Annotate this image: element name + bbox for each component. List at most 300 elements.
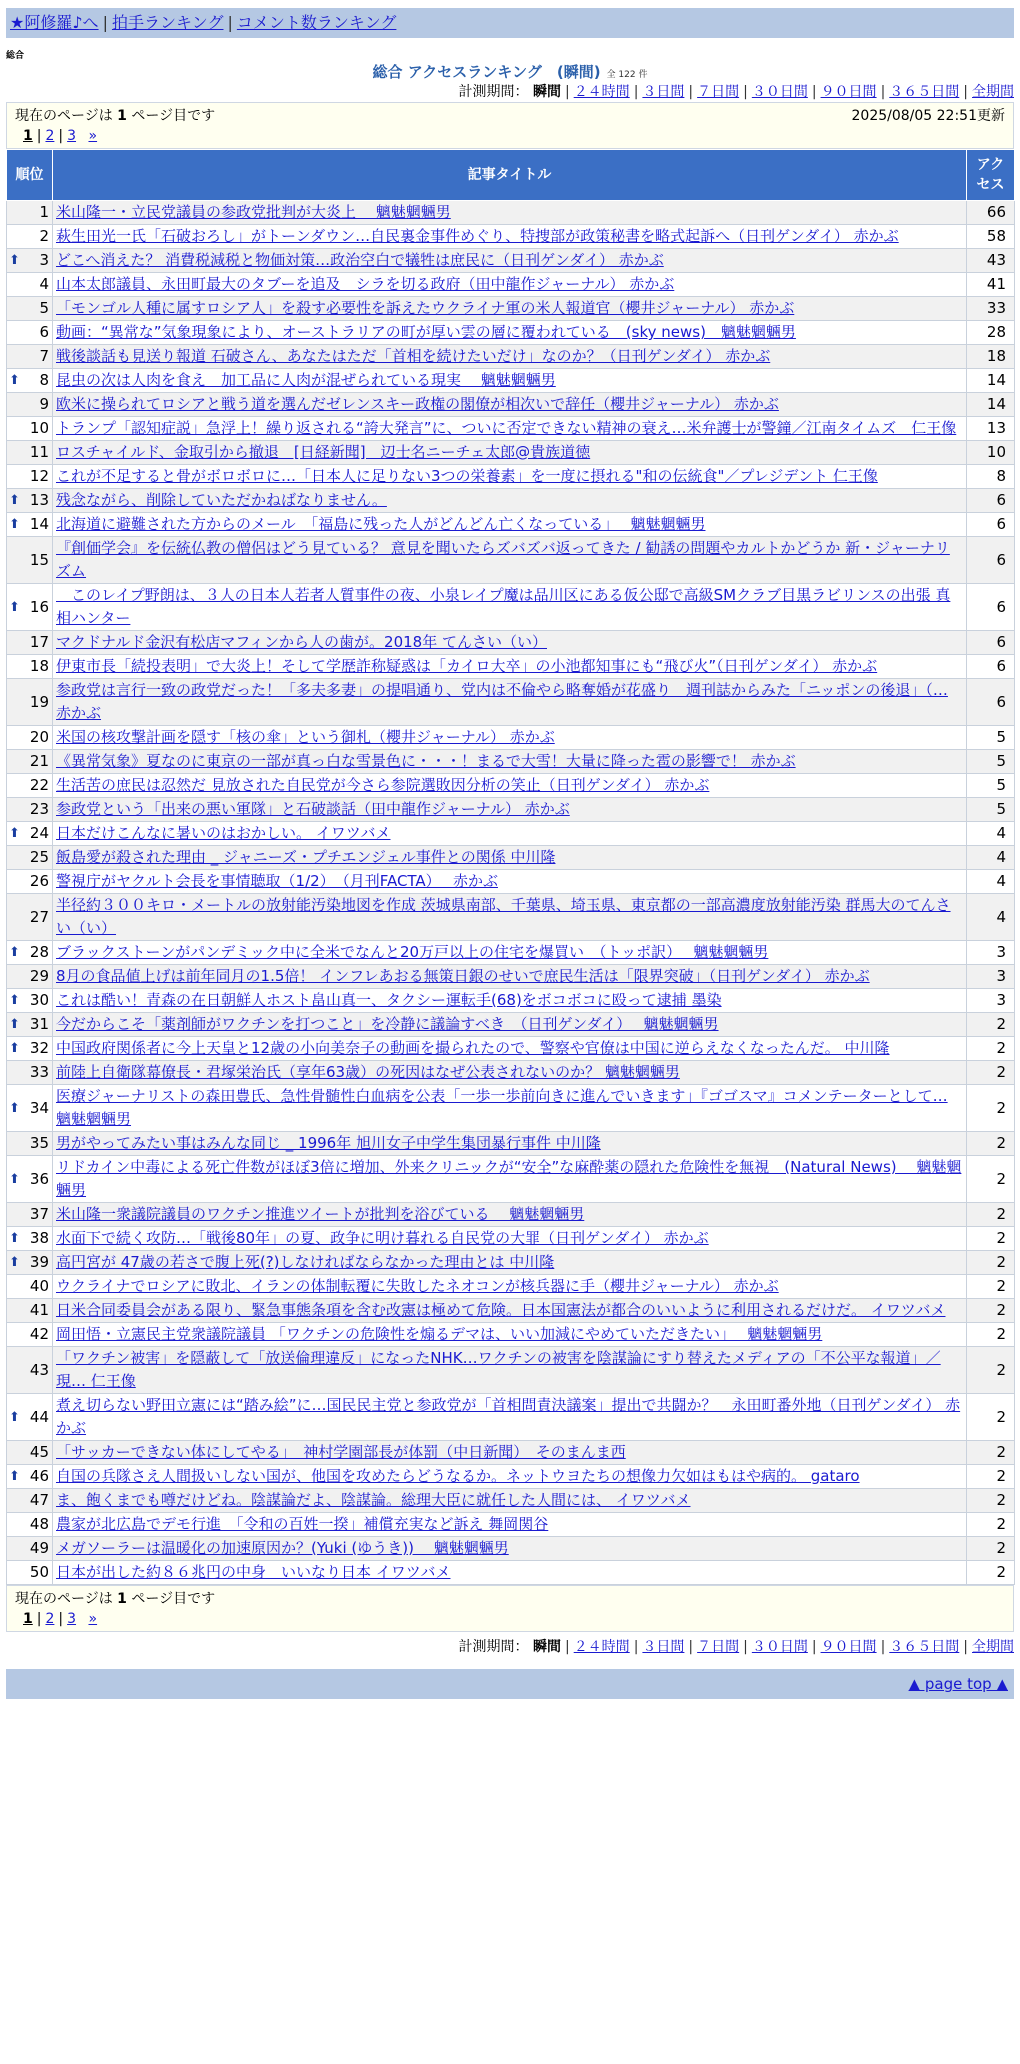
rank-cell [7, 1156, 53, 1203]
rank-number: 11 [29, 443, 49, 461]
access-count: 4 [967, 822, 1015, 846]
access-count: 33 [967, 297, 1015, 321]
rank-number: 47 [29, 1491, 49, 1509]
article-title-link[interactable]: 欧米に操られてロシアと戦う道を選んだゼレンスキー政権の閣僚が相次いで辞任（櫻井ジャーナル） 赤かぶ [56, 395, 779, 413]
rank-cell [7, 1561, 53, 1585]
article-title-link[interactable]: 岡田悟・立憲民主党衆議院議員 「ワクチンの危険性を煽るデマは、いい加減にやめていただきたい」 魑魅魍魎男 [56, 1325, 823, 1343]
access-count: 5 [967, 726, 1015, 750]
table-row [7, 1441, 1015, 1465]
article-title-link[interactable]: 日米合同委員会がある限り、緊急事態条項を含む改憲は極めて危険。日本国憲法が都合のいいように利用されるだけだ。 イワツバメ [56, 1301, 946, 1319]
period-3d-link[interactable]: ３日間 [642, 1639, 685, 1655]
period-all-link[interactable]: 全期間 [972, 1639, 1014, 1655]
up-arrow-icon: ⬆ [9, 826, 20, 841]
rank-number: 24 [29, 824, 49, 842]
up-arrow-icon: ⬆ [9, 1255, 20, 1270]
article-title-link[interactable]: トランプ「認知症説」急浮上！繰り返される“誇大発言”に、ついに否定できない精神の衰え…米弁護士が警鐘／江南タイムズ 仁王像 [56, 419, 957, 437]
title-cell [53, 655, 967, 679]
rank-number: 46 [29, 1467, 49, 1485]
table-row [7, 989, 1015, 1013]
next-page-link[interactable]: » [88, 1611, 98, 1627]
article-title-link[interactable]: 今だからこそ「薬剤師がワクチンを打つこと」を冷静に議論すべき （日刊ゲンダイ） 魑魅魍魎男 [56, 1015, 719, 1033]
rank-cell [7, 1513, 53, 1537]
title-cell [53, 1203, 967, 1227]
article-title-link[interactable]: これは酷い！青森の在日朝鮮人ホスト畠山真一、タクシー運転手(68)をボコボコに殴って逮捕 墨染 [56, 991, 722, 1009]
article-title-link[interactable]: ま、飽くまでも噂だけどね。陰謀論だよ、陰謀論。総理大臣に就任した人間には、 イワツバメ [56, 1491, 691, 1509]
table-row [7, 1323, 1015, 1347]
access-count: 2 [967, 1323, 1015, 1347]
rank-cell [7, 1299, 53, 1323]
rank-number: 22 [29, 776, 49, 794]
table-row [7, 774, 1015, 798]
table-row [7, 369, 1015, 393]
rank-number: 2 [39, 227, 49, 245]
access-count: 2 [967, 1037, 1015, 1061]
access-count: 6 [967, 655, 1015, 679]
access-count: 2 [967, 1394, 1015, 1441]
table-row [7, 1227, 1015, 1251]
access-count: 4 [967, 870, 1015, 894]
article-title-link[interactable]: 伊東市長「続投表明」で大炎上！そして学歴詐称疑惑は「カイロ大卒」の小池都知事にも“飛び火”（日刊ゲンダイ） 赤かぶ [56, 657, 878, 675]
access-count: 3 [967, 941, 1015, 965]
table-row [7, 1085, 1015, 1132]
rank-cell [7, 1132, 53, 1156]
article-title-link[interactable]: 水面下で続く攻防…「戦後80年」の夏、政争に明け暮れる自民党の大罪（日刊ゲンダイ） 赤かぶ [56, 1229, 709, 1247]
access-count: 2 [967, 1085, 1015, 1132]
total-count: 全 122 件 [606, 70, 648, 80]
article-title-link[interactable]: 前陸上自衛隊幕僚長・君塚栄治氏（享年63歳）の死因はなぜ公表されないのか？ 魑魅魍魎男 [56, 1063, 680, 1081]
article-title-link[interactable]: 《異常気象》夏なのに東京の一部が真っ白な雪景色に・・・！まるで大雪！大量に降った雹の影響で！ 赤かぶ [56, 752, 796, 770]
title-cell [53, 798, 967, 822]
rank-number: 33 [29, 1063, 49, 1081]
rank-cell [7, 489, 53, 513]
access-count: 2 [967, 1561, 1015, 1585]
title-cell [53, 1061, 967, 1085]
period-24h-link[interactable]: ２４時間 [573, 1639, 630, 1655]
access-count: 2 [967, 1156, 1015, 1203]
rank-cell [7, 537, 53, 584]
rank-cell [7, 369, 53, 393]
article-title-link[interactable]: 動画：“異常な”気象現象により、オーストラリアの町が厚い雲の層に覆われている (sky news) 魑魅魍魎男 [56, 323, 796, 341]
rank-number: 40 [29, 1277, 49, 1295]
article-title-link[interactable]: 高円宮が 47歳の若さで腹上死(?)しなければならなかった理由とは 中川隆 [56, 1253, 555, 1271]
access-count: 10 [967, 441, 1015, 465]
access-count: 6 [967, 584, 1015, 631]
title-cell [53, 1347, 967, 1394]
table-row [7, 798, 1015, 822]
article-title-link[interactable]: このレイプ野朗は、３人の日本人若者人質事件の夜、小泉レイプ魔は品川区にある仮公邸で高級SMクラブ目黒ラビリンスの出張 真相ハンター [56, 586, 951, 627]
rank-cell [7, 822, 53, 846]
rank-cell [7, 846, 53, 870]
home-link[interactable]: ★阿修羅♪へ [10, 13, 99, 32]
access-count: 2 [967, 1299, 1015, 1323]
table-row [7, 441, 1015, 465]
rank-number: 3 [39, 251, 49, 269]
table-row [7, 1561, 1015, 1585]
period-90d-link[interactable]: ９０日間 [820, 84, 877, 100]
title-cell [53, 750, 967, 774]
table-row [7, 1465, 1015, 1489]
table-row [7, 1489, 1015, 1513]
period-7d-link[interactable]: ７日間 [697, 1639, 740, 1655]
rank-number: 19 [29, 692, 49, 711]
article-title-link[interactable]: 半径約３００キロ・メートルの放射能汚染地図を作成 茨城県南部、千葉県、埼玉県、東京都の一部高濃度放射能汚染 群馬大のてんさい（い） [56, 896, 951, 937]
title-cell [53, 321, 967, 345]
article-title-link[interactable]: マクドナルド金沢有松店マフィンから人の歯が。2018年 てんさい（い） [56, 633, 547, 651]
title-cell [53, 1323, 967, 1347]
table-row [7, 941, 1015, 965]
rank-number: 48 [29, 1515, 49, 1533]
rank-cell [7, 774, 53, 798]
access-count: 43 [967, 249, 1015, 273]
rank-number: 4 [39, 275, 49, 293]
period-current: 瞬間 [532, 1639, 561, 1655]
article-title-link[interactable]: ロスチャイルド、金取引から撤退 [日経新聞] 辺士名ニーチェ太郎@貴族道徳 [56, 443, 591, 461]
title-cell [53, 1465, 967, 1489]
period-30d-link[interactable]: ３０日間 [751, 1639, 808, 1655]
current-page: 1 [23, 1611, 33, 1627]
title-cell [53, 870, 967, 894]
access-count: 3 [967, 989, 1015, 1013]
rank-cell [7, 345, 53, 369]
page-2-link[interactable]: 2 [45, 1611, 55, 1627]
rank-cell [7, 750, 53, 774]
article-title-link[interactable]: 生活苦の庶民は忍然だ 見放された自民党が今さら参院選敗因分析の笑止（日刊ゲンダイ） 赤かぶ [56, 776, 710, 794]
article-title-link[interactable]: 米国の核攻撃計画を隠す「核の傘」という御札（櫻井ジャーナル） 赤かぶ [56, 728, 555, 746]
comment-ranking-link[interactable]: コメント数ランキング [236, 13, 397, 32]
rank-cell [7, 1323, 53, 1347]
title-column-header: 記事タイトル [53, 150, 967, 201]
access-count: 2 [967, 1513, 1015, 1537]
table-row [7, 465, 1015, 489]
table-row [7, 1061, 1015, 1085]
page-3-link[interactable]: 3 [67, 128, 77, 144]
pager-top: 現在のページは 1 ページ目です 2025/08/05 22:51更新 1 | 2 | 3 » [6, 102, 1014, 149]
table-row [7, 870, 1015, 894]
rank-cell [7, 798, 53, 822]
article-title-link[interactable]: これが不足すると骨がボロボロに…「日本人に足りない3つの栄養素」を一度に摂れる"和の伝統食"／プレジデント 仁王像 [56, 467, 878, 485]
access-count: 2 [967, 1203, 1015, 1227]
article-title-link[interactable]: 「モンゴル人種に属すロシア人」を殺す必要性を訴えたウクライナ軍の米人報道官（櫻井ジャーナル） 赤かぶ [56, 299, 795, 317]
table-row [7, 489, 1015, 513]
article-title-link[interactable]: 昆虫の次は人肉を食え 加工品に人肉が混ぜられている現実 魑魅魍魎男 [56, 371, 556, 389]
rank-cell [7, 631, 53, 655]
access-count: 2 [967, 1132, 1015, 1156]
title-cell [53, 822, 967, 846]
access-count: 14 [967, 369, 1015, 393]
title-cell [53, 584, 967, 631]
access-count: 5 [967, 798, 1015, 822]
rank-number: 36 [29, 1169, 49, 1188]
article-title-link[interactable]: 医療ジャーナリストの森田豊氏、急性骨髄性白血病を公表「一歩一歩前向きに進んでいきます」『ゴゴスマ』コメンテーターとして… 魑魅魍魎男 [56, 1087, 948, 1128]
access-count: 41 [967, 273, 1015, 297]
rank-cell [7, 417, 53, 441]
rank-number: 25 [29, 848, 49, 866]
access-count: 2 [967, 1275, 1015, 1299]
title-cell [53, 846, 967, 870]
table-row [7, 1299, 1015, 1323]
title-cell [53, 679, 967, 726]
period-current: 瞬間 [532, 84, 561, 100]
period-selector-top: 計測期間： 瞬間 | ２４時間 | ３日間 | ７日間 | ３０日間 | ９０日間 | ３６５日間 | 全期間 [458, 84, 1014, 100]
rank-cell [7, 1441, 53, 1465]
table-row [7, 393, 1015, 417]
rank-cell [7, 941, 53, 965]
article-title-link[interactable]: リドカイン中毒による死亡件数がほぼ3倍に増加、外来クリニックが“安全”な麻酔薬の隠れた危険性を無視 (Natural News) 魑魅魍魎男 [56, 1158, 962, 1199]
up-arrow-icon: ⬆ [9, 1100, 20, 1116]
rank-cell [7, 249, 53, 273]
period-30d-link[interactable]: ３０日間 [751, 84, 808, 100]
rank-cell [7, 393, 53, 417]
table-row [7, 655, 1015, 679]
table-row [7, 1013, 1015, 1037]
up-arrow-icon: ⬆ [9, 1171, 20, 1187]
article-title-link[interactable]: 米山隆一衆議院議員のワクチン推進ツイートが批判を浴びている 魑魅魍魎男 [56, 1205, 585, 1223]
ranking-heading [6, 62, 1014, 82]
article-title-link[interactable]: 自国の兵隊さえ人間扱いしない国が、他国を攻めたらどうなるか。ネットウヨたちの想像力欠如はもはや病的。 gataro [56, 1467, 860, 1485]
rank-cell [7, 321, 53, 345]
rank-number: 10 [29, 419, 49, 437]
rank-cell [7, 1203, 53, 1227]
rank-cell [7, 1061, 53, 1085]
next-page-link[interactable]: » [88, 128, 98, 144]
page-2-link[interactable]: 2 [45, 128, 55, 144]
rank-number: 7 [39, 347, 49, 365]
rank-cell [7, 297, 53, 321]
title-cell [53, 225, 967, 249]
rank-cell [7, 1085, 53, 1132]
rank-number: 42 [29, 1325, 49, 1343]
page-title: 総合 アクセスランキング (瞬間) [372, 63, 601, 81]
article-title-link[interactable]: メガソーラーは温暖化の加速原因か？(Yuki (ゆうき)) 魑魅魍魎男 [56, 1539, 509, 1557]
article-title-link[interactable]: 「サッカーできない体にしてやる」 神村学園部長が体罰（中日新聞） そのまんま西 [56, 1443, 626, 1461]
table-row [7, 679, 1015, 726]
article-title-link[interactable]: 男がやってみたい事はみんな同じ _ 1996年 旭川女子中学生集団暴行事件 中川隆 [56, 1134, 601, 1152]
title-cell [53, 1251, 967, 1275]
table-row [7, 1537, 1015, 1561]
rank-number: 13 [29, 491, 49, 509]
article-title-link[interactable]: 日本だけこんなに暑いのはおかしい。 イワツバメ [56, 824, 391, 842]
title-cell [53, 894, 967, 941]
article-title-link[interactable]: 「ワクチン被害」を隠蔽して「放送倫理違反」になったNHK…ワクチンの被害を陰謀論にすり替えたメディアの「不公平な報道」／現… 仁王像 [56, 1349, 941, 1390]
title-cell [53, 489, 967, 513]
period-all-link[interactable]: 全期間 [972, 84, 1014, 100]
rank-number: 9 [39, 395, 49, 413]
access-count: 6 [967, 679, 1015, 726]
rank-number: 43 [29, 1360, 49, 1379]
access-count: 2 [967, 1465, 1015, 1489]
rank-number: 38 [29, 1229, 49, 1247]
rank-number: 20 [29, 728, 49, 746]
period-label: 計測期間： [458, 84, 529, 100]
rank-cell [7, 1227, 53, 1251]
article-title-link[interactable]: ブラックストーンがパンデミック中に全米でなんと20万戸以上の住宅を爆買い （トッポ訳） 魑魅魍魎男 [56, 943, 769, 961]
period-7d-link[interactable]: ７日間 [697, 84, 740, 100]
title-cell [53, 1013, 967, 1037]
table-row [7, 726, 1015, 750]
rank-cell [7, 225, 53, 249]
table-row [7, 750, 1015, 774]
up-arrow-icon: ⬆ [9, 517, 20, 532]
article-title-link[interactable]: 8月の食品値上げは前年同月の1.5倍！ インフレあおる無策日銀のせいで庶民生活は「限界突破」（日刊ゲンダイ） 赤かぶ [56, 967, 870, 985]
title-cell [53, 1299, 967, 1323]
title-cell [53, 941, 967, 965]
access-count: 6 [967, 631, 1015, 655]
article-title-link[interactable]: 中国政府関係者に今上天皇と12歳の小向美奈子の動画を撮られたので、警察や官僚は中国に逆らえなくなったんだ。 中川隆 [56, 1039, 890, 1057]
rank-cell [7, 513, 53, 537]
article-title-link[interactable]: 『創価学会』を伝統仏教の僧侶はどう見ている？ 意見を聞いたらズバズバ返ってきた / 勧誘の問題やカルトかどうか 新・ジャーナリズム [56, 539, 950, 580]
top-navigation [6, 8, 1014, 38]
ranking-table [6, 149, 1015, 1585]
table-row [7, 1347, 1015, 1394]
title-cell [53, 1156, 967, 1203]
title-cell [53, 726, 967, 750]
rank-number: 31 [29, 1015, 49, 1033]
title-cell [53, 989, 967, 1013]
rank-number: 15 [29, 550, 49, 569]
access-count: 14 [967, 393, 1015, 417]
nav-separator: | [227, 13, 233, 32]
table-row [7, 1156, 1015, 1203]
page-top-link[interactable]: ▲ page top ▲ [908, 1675, 1008, 1693]
table-row [7, 1132, 1015, 1156]
title-cell [53, 537, 967, 584]
access-count: 5 [967, 774, 1015, 798]
table-row [7, 1394, 1015, 1441]
title-cell [53, 513, 967, 537]
table-row [7, 1251, 1015, 1275]
rank-cell [7, 1394, 53, 1441]
up-arrow-icon: ⬆ [9, 945, 20, 960]
title-cell [53, 1037, 967, 1061]
title-cell [53, 273, 967, 297]
period-90d-link[interactable]: ９０日間 [820, 1639, 877, 1655]
period-24h-link[interactable]: ２４時間 [573, 84, 630, 100]
table-row [7, 1275, 1015, 1299]
up-arrow-icon: ⬆ [9, 1017, 20, 1032]
footer-bar [6, 1669, 1014, 1699]
article-title-link[interactable]: 参政党という「出来の悪い軍隊」と石破談話（田中龍作ジャーナル） 赤かぶ [56, 800, 570, 818]
access-count: 58 [967, 225, 1015, 249]
article-title-link[interactable]: 北海道に避難された方からのメール 「福島に残った人がどんどん亡くなっている」 魑魅魍魎男 [56, 515, 706, 533]
title-cell [53, 249, 967, 273]
title-cell [53, 1489, 967, 1513]
table-row [7, 1037, 1015, 1061]
table-row [7, 631, 1015, 655]
ranking-table-body [7, 201, 1015, 1585]
table-row [7, 321, 1015, 345]
table-row [7, 225, 1015, 249]
title-cell [53, 297, 967, 321]
rank-cell [7, 441, 53, 465]
article-title-link[interactable]: 萩生田光一氏「石破おろし」がトーンダウン…自民裏金事件めぐり、特捜部が政策秘書を略式起訴へ（日刊ゲンダイ） 赤かぶ [56, 227, 899, 245]
rank-cell [7, 1347, 53, 1394]
rank-number: 21 [29, 752, 49, 770]
access-count: 6 [967, 513, 1015, 537]
article-title-link[interactable]: 日本が出した約８６兆円の中身 いいなり日本 イワツバメ [56, 1563, 451, 1581]
article-title-link[interactable]: 警視庁がヤクルト会長を事情聴取（1/2） （月刊FACTA） 赤かぶ [56, 872, 498, 890]
up-arrow-icon: ⬆ [9, 373, 20, 388]
rank-number: 17 [29, 633, 49, 651]
article-title-link[interactable]: 参政党は言行一致の政党だった！「多夫多妻」の提唱通り、党内は不倫やら略奪婚が花盛り 週刊誌からみた「ニッポンの後退」（… 赤かぶ [56, 681, 948, 722]
period-365d-link[interactable]: ３６５日間 [889, 84, 960, 100]
access-count: 6 [967, 489, 1015, 513]
period-365d-link[interactable]: ３６５日間 [889, 1639, 960, 1655]
access-column-header: アクセス [967, 150, 1015, 201]
title-cell [53, 369, 967, 393]
table-row [7, 584, 1015, 631]
article-title-link[interactable]: どこへ消えた？ 消費税減税と物価対策…政治空白で犠牲は庶民に（日刊ゲンダイ） 赤かぶ [56, 251, 664, 269]
up-arrow-icon: ⬆ [9, 1041, 20, 1056]
table-row [7, 537, 1015, 584]
rank-cell [7, 1013, 53, 1037]
table-row [7, 273, 1015, 297]
article-title-link[interactable]: ウクライナでロシアに敗北、イランの体制転覆に失敗したネオコンが核兵器に手（櫻井ジャーナル） 赤かぶ [56, 1277, 779, 1295]
title-cell [53, 345, 967, 369]
up-arrow-icon: ⬆ [9, 1231, 20, 1246]
access-count: 6 [967, 537, 1015, 584]
title-cell [53, 441, 967, 465]
rank-cell [7, 1251, 53, 1275]
rank-cell [7, 201, 53, 225]
up-arrow-icon: ⬆ [9, 1469, 20, 1484]
article-title-link[interactable]: 飯島愛が殺された理由 _ ジャニーズ・プチエンジェル事件との関係 中川隆 [56, 848, 556, 866]
title-cell [53, 417, 967, 441]
period-3d-link[interactable]: ３日間 [642, 84, 685, 100]
up-arrow-icon: ⬆ [9, 599, 20, 615]
article-title-link[interactable]: 山本太郎議員、永田町最大のタブーを追及 シラを切る政府（田中龍作ジャーナル） 赤かぶ [56, 275, 675, 293]
title-cell [53, 1441, 967, 1465]
title-cell [53, 1227, 967, 1251]
rank-cell [7, 1275, 53, 1299]
table-row [7, 201, 1015, 225]
rank-number: 28 [29, 943, 49, 961]
rank-cell [7, 679, 53, 726]
rank-number: 8 [39, 371, 49, 389]
updated-timestamp: 2025/08/05 22:51更新 [851, 108, 1005, 124]
article-title-link[interactable]: 戦後談話も見送り報道 石破さん、あなたはただ「首相を続けたいだけ」なのか？（日刊ゲンダイ） 赤かぶ [56, 347, 771, 365]
rank-number: 35 [29, 1134, 49, 1152]
article-title-link[interactable]: 煮え切らない野田立憲には“踏み絵”に…国民民主党と参政党が「首相問責決議案」提出で共闘か？ 永田町番外地（日刊ゲンダイ） 赤かぶ [56, 1396, 961, 1437]
up-arrow-icon: ⬆ [9, 493, 20, 508]
rank-number: 39 [29, 1253, 49, 1271]
current-page: 1 [23, 128, 33, 144]
rank-cell [7, 1465, 53, 1489]
table-row [7, 965, 1015, 989]
table-row [7, 297, 1015, 321]
rank-cell [7, 1037, 53, 1061]
rank-number: 41 [29, 1301, 49, 1319]
title-cell [53, 1275, 967, 1299]
title-cell [53, 465, 967, 489]
access-count: 2 [967, 1251, 1015, 1275]
access-count: 2 [967, 1347, 1015, 1394]
rank-cell [7, 965, 53, 989]
title-cell [53, 631, 967, 655]
applause-ranking-link[interactable]: 拍手ランキング [111, 13, 224, 32]
table-row [7, 513, 1015, 537]
title-cell [53, 393, 967, 417]
access-count: 66 [967, 201, 1015, 225]
access-count: 13 [967, 417, 1015, 441]
rank-number: 29 [29, 967, 49, 985]
page-status: 現在のページは 1 ページ目です [15, 108, 216, 124]
period-label: 計測期間： [458, 1639, 529, 1655]
article-title-link[interactable]: 農家が北広島でデモ行進 「令和の百姓一揆」補償充実など訴え 舞岡関谷 [56, 1515, 549, 1533]
article-title-link[interactable]: 米山隆一・立民党議員の参政党批判が大炎上 魑魅魍魎男 [56, 203, 451, 221]
article-title-link[interactable]: 残念ながら、削除していただかねばなりません。 [56, 491, 387, 509]
rank-number: 32 [29, 1039, 49, 1057]
page-3-link[interactable]: 3 [67, 1611, 77, 1627]
